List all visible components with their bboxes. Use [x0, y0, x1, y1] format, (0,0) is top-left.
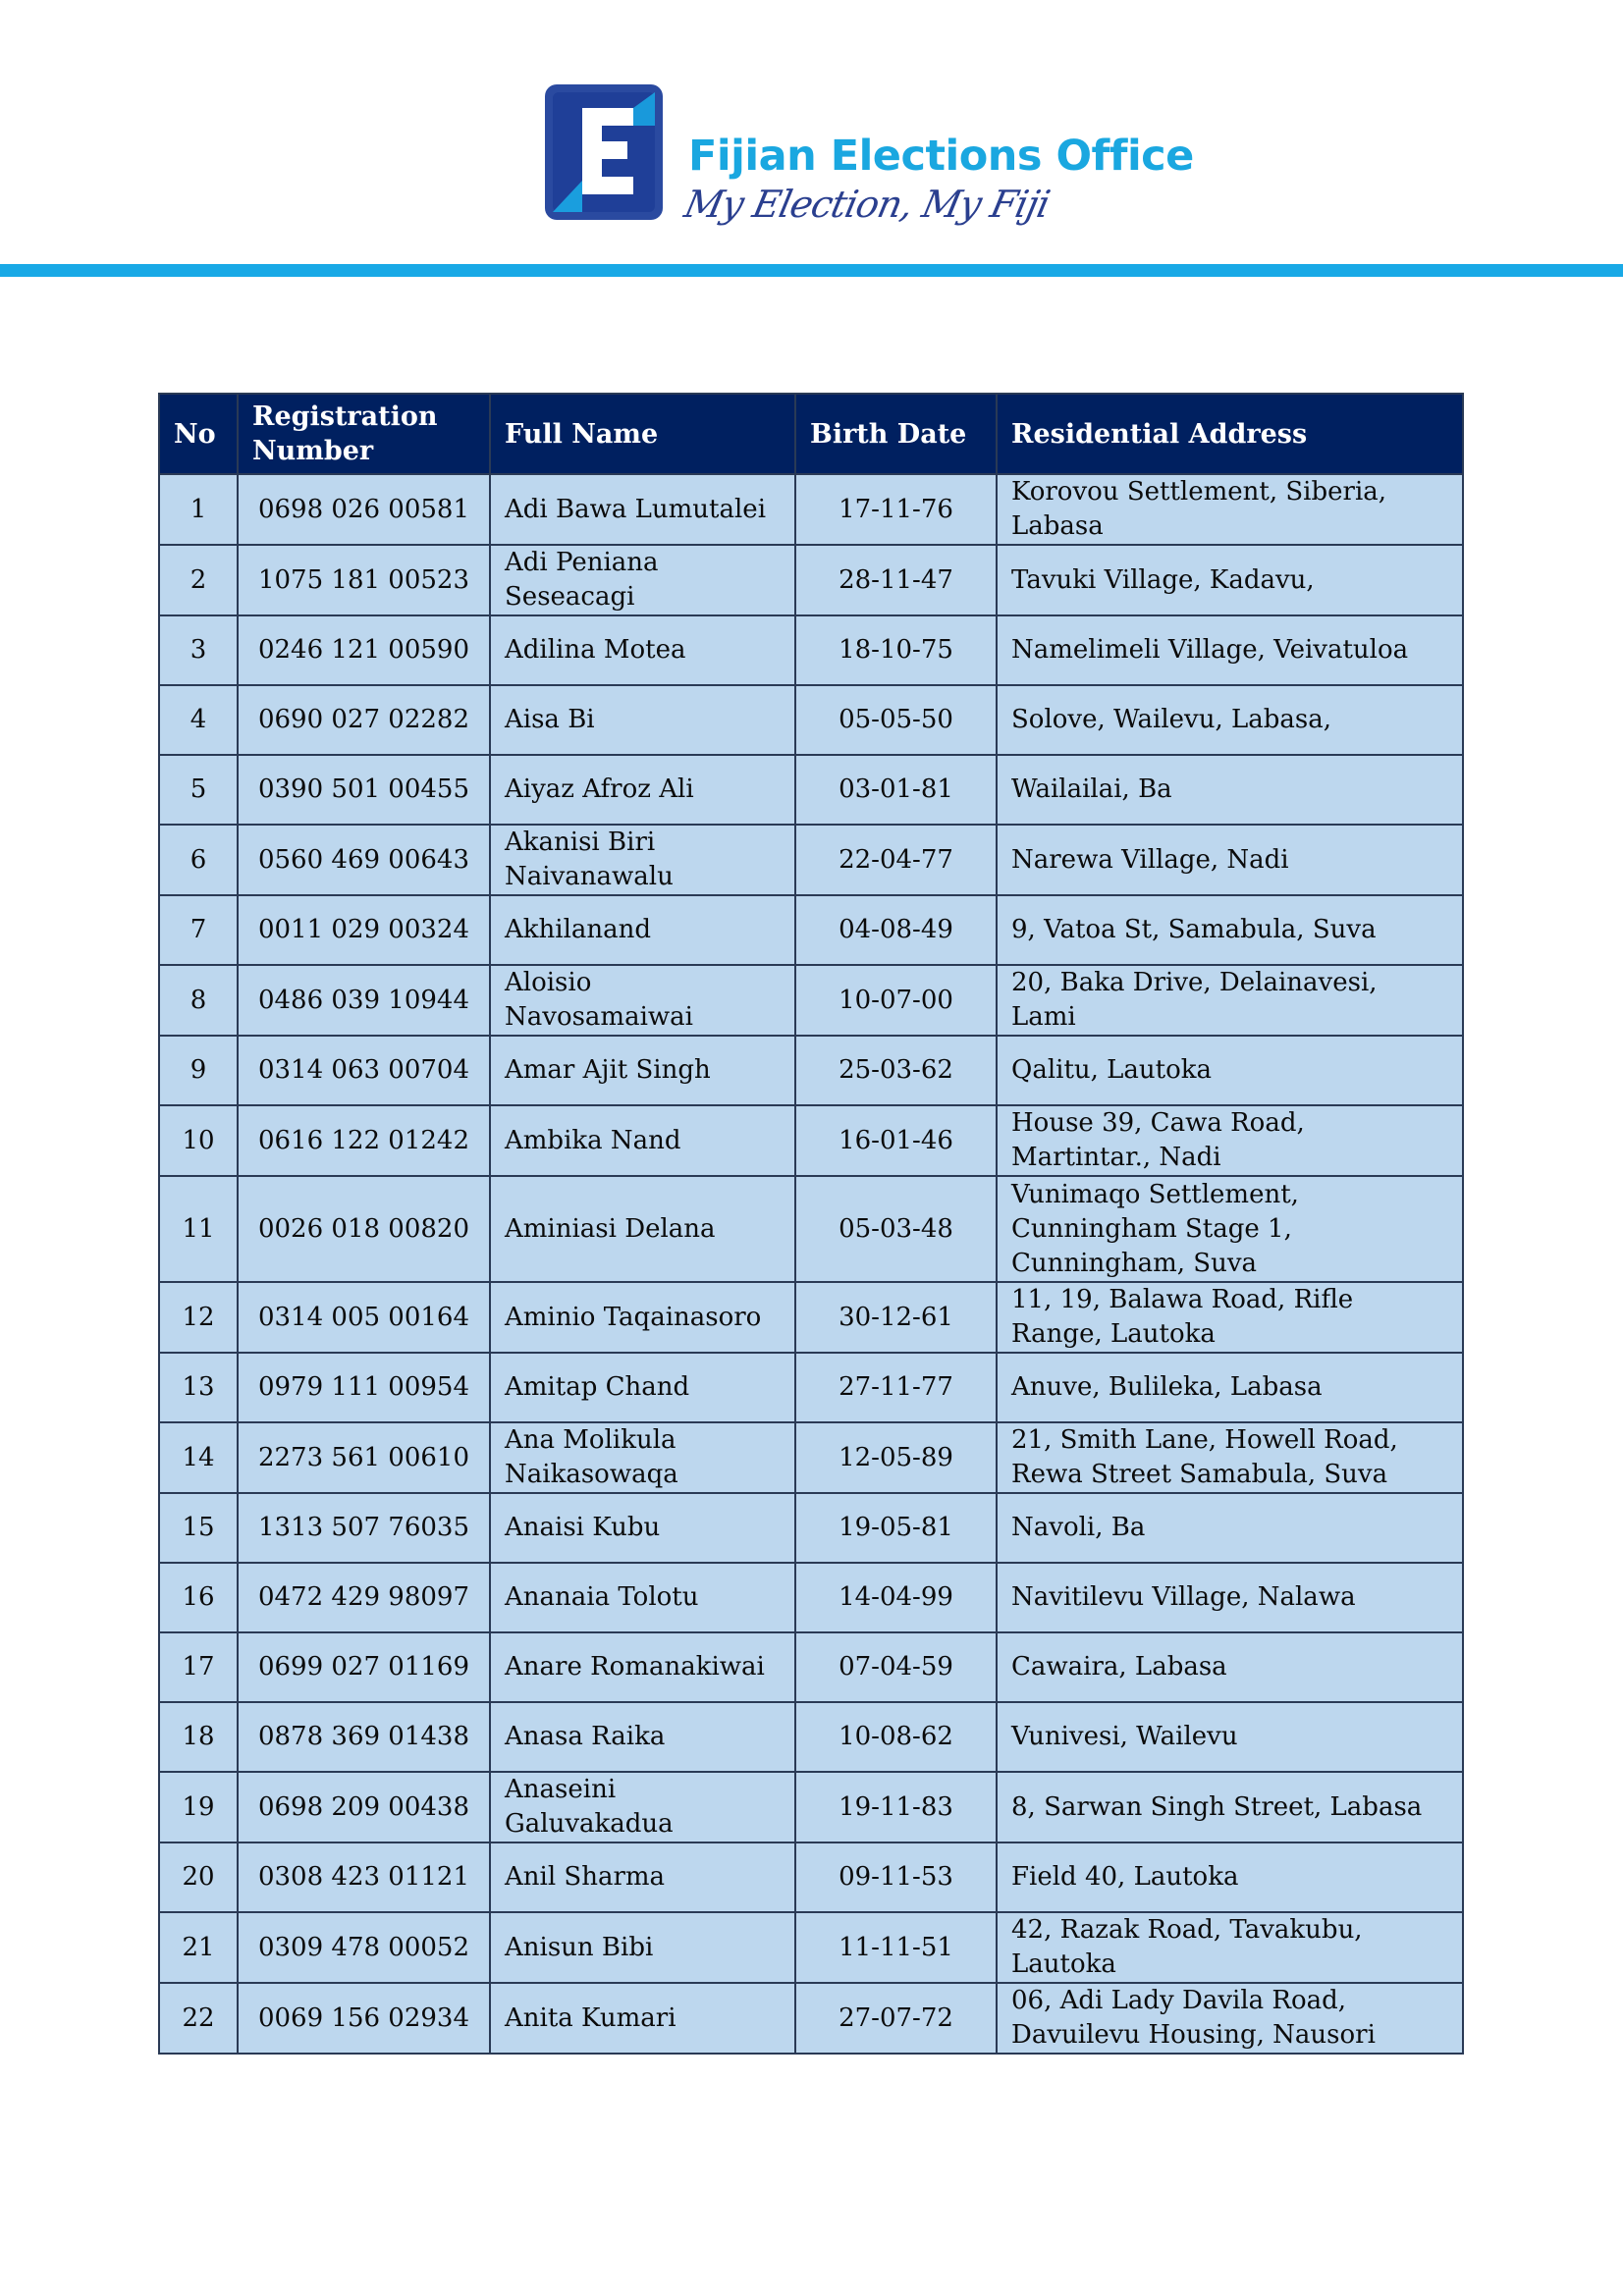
table-row — [159, 1912, 1463, 1983]
fijian-elections-office-logo — [543, 82, 1194, 249]
cell-residential-address: Namelimeli Village, Veivatuloa — [997, 615, 1463, 685]
cell-full-name: Ambika Nand — [490, 1105, 795, 1176]
cell-birth-date: 22-04-77 — [795, 825, 997, 895]
cell-birth-date: 10-08-62 — [795, 1702, 997, 1772]
cell-residential-address: Navoli, Ba — [997, 1493, 1463, 1563]
table-row — [159, 825, 1463, 895]
cell-registration-number: 0472 429 98097 — [238, 1563, 490, 1632]
table-row — [159, 615, 1463, 685]
cell-residential-address: 42, Razak Road, Tavakubu, Lautoka — [997, 1912, 1463, 1983]
cell-birth-date: 11-11-51 — [795, 1912, 997, 1983]
cell-no: 4 — [159, 685, 238, 755]
voter-list-table — [158, 393, 1464, 2055]
cell-residential-address: Field 40, Lautoka — [997, 1842, 1463, 1912]
cell-residential-address: Anuve, Bulileka, Labasa — [997, 1353, 1463, 1422]
cell-no: 7 — [159, 895, 238, 965]
table-row — [159, 1105, 1463, 1176]
cell-birth-date: 17-11-76 — [795, 474, 997, 545]
cell-no: 13 — [159, 1353, 238, 1422]
table-row — [159, 895, 1463, 965]
cell-residential-address: 21, Smith Lane, Howell Road, Rewa Street Samabula, Suva — [997, 1422, 1463, 1493]
cell-full-name: Aisa Bi — [490, 685, 795, 755]
cell-no: 17 — [159, 1632, 238, 1702]
cell-residential-address: Vunivesi, Wailevu — [997, 1702, 1463, 1772]
cell-registration-number: 0314 005 00164 — [238, 1282, 490, 1353]
cell-registration-number: 0309 478 00052 — [238, 1912, 490, 1983]
cell-no: 21 — [159, 1912, 238, 1983]
cell-birth-date: 27-07-72 — [795, 1983, 997, 2054]
cell-no: 10 — [159, 1105, 238, 1176]
cell-full-name: Aiyaz Afroz Ali — [490, 755, 795, 825]
column-header-no: No — [159, 394, 238, 474]
table-row — [159, 1422, 1463, 1493]
cell-no: 15 — [159, 1493, 238, 1563]
cell-no: 19 — [159, 1772, 238, 1842]
cell-residential-address: Qalitu, Lautoka — [997, 1036, 1463, 1105]
cell-full-name: Adi Bawa Lumutalei — [490, 474, 795, 545]
cell-full-name: Amitap Chand — [490, 1353, 795, 1422]
table-row — [159, 1632, 1463, 1702]
cell-residential-address: 9, Vatoa St, Samabula, Suva — [997, 895, 1463, 965]
cell-full-name: Aloisio Navosamaiwai — [490, 965, 795, 1036]
cell-full-name: Anil Sharma — [490, 1842, 795, 1912]
cell-birth-date: 03-01-81 — [795, 755, 997, 825]
cell-no: 2 — [159, 545, 238, 615]
cell-residential-address: Narewa Village, Nadi — [997, 825, 1463, 895]
cell-no: 8 — [159, 965, 238, 1036]
cell-birth-date: 18-10-75 — [795, 615, 997, 685]
cell-no: 12 — [159, 1282, 238, 1353]
cell-registration-number: 0699 027 01169 — [238, 1632, 490, 1702]
cell-birth-date: 05-03-48 — [795, 1176, 997, 1282]
cell-registration-number: 0069 156 02934 — [238, 1983, 490, 2054]
cell-no: 11 — [159, 1176, 238, 1282]
cell-full-name: Ana Molikula Naikasowaqa — [490, 1422, 795, 1493]
cell-registration-number: 0026 018 00820 — [238, 1176, 490, 1282]
cell-no: 18 — [159, 1702, 238, 1772]
cell-registration-number: 0979 111 00954 — [238, 1353, 490, 1422]
cell-full-name: Anisun Bibi — [490, 1912, 795, 1983]
cell-residential-address: 8, Sarwan Singh Street, Labasa — [997, 1772, 1463, 1842]
cell-birth-date: 19-05-81 — [795, 1493, 997, 1563]
table-row — [159, 1983, 1463, 2054]
cell-residential-address: Cawaira, Labasa — [997, 1632, 1463, 1702]
cell-full-name: Akanisi Biri Naivanawalu — [490, 825, 795, 895]
brand-name: Fijian Elections Office — [688, 132, 1194, 181]
column-header-residential-address: Residential Address — [997, 394, 1463, 474]
table-row — [159, 965, 1463, 1036]
cell-registration-number: 0314 063 00704 — [238, 1036, 490, 1105]
cell-full-name: Adilina Motea — [490, 615, 795, 685]
table-row — [159, 1563, 1463, 1632]
cell-no: 22 — [159, 1983, 238, 2054]
cell-residential-address: Korovou Settlement, Siberia, Labasa — [997, 474, 1463, 545]
cell-residential-address: House 39, Cawa Road, Martintar., Nadi — [997, 1105, 1463, 1176]
cell-no: 20 — [159, 1842, 238, 1912]
cell-registration-number: 0698 209 00438 — [238, 1772, 490, 1842]
cell-birth-date: 14-04-99 — [795, 1563, 997, 1632]
cell-birth-date: 09-11-53 — [795, 1842, 997, 1912]
header-divider — [0, 264, 1623, 277]
table-row — [159, 1036, 1463, 1105]
cell-registration-number: 0390 501 00455 — [238, 755, 490, 825]
cell-birth-date: 07-04-59 — [795, 1632, 997, 1702]
cell-full-name: Aminio Taqainasoro — [490, 1282, 795, 1353]
cell-full-name: Aminiasi Delana — [490, 1176, 795, 1282]
table-row — [159, 545, 1463, 615]
cell-no: 6 — [159, 825, 238, 895]
cell-residential-address: 06, Adi Lady Davila Road, Davuilevu Housing, Nausori — [997, 1983, 1463, 2054]
cell-no: 14 — [159, 1422, 238, 1493]
cell-registration-number: 2273 561 00610 — [238, 1422, 490, 1493]
cell-birth-date: 16-01-46 — [795, 1105, 997, 1176]
table-row — [159, 474, 1463, 545]
cell-full-name: Adi Peniana Seseacagi — [490, 545, 795, 615]
cell-no: 9 — [159, 1036, 238, 1105]
table-row — [159, 1493, 1463, 1563]
cell-registration-number: 0308 423 01121 — [238, 1842, 490, 1912]
cell-full-name: Anasa Raika — [490, 1702, 795, 1772]
cell-birth-date: 25-03-62 — [795, 1036, 997, 1105]
cell-no: 3 — [159, 615, 238, 685]
cell-birth-date: 27-11-77 — [795, 1353, 997, 1422]
cell-registration-number: 0486 039 10944 — [238, 965, 490, 1036]
cell-registration-number: 0690 027 02282 — [238, 685, 490, 755]
cell-residential-address: Solove, Wailevu, Labasa, — [997, 685, 1463, 755]
cell-residential-address: Wailailai, Ba — [997, 755, 1463, 825]
cell-birth-date: 04-08-49 — [795, 895, 997, 965]
cell-residential-address: 11, 19, Balawa Road, Rifle Range, Lautoka — [997, 1282, 1463, 1353]
cell-full-name: Anaisi Kubu — [490, 1493, 795, 1563]
feo-logo-icon — [543, 82, 665, 222]
cell-registration-number: 0011 029 00324 — [238, 895, 490, 965]
cell-registration-number: 1075 181 00523 — [238, 545, 490, 615]
cell-full-name: Anita Kumari — [490, 1983, 795, 2054]
cell-birth-date: 19-11-83 — [795, 1772, 997, 1842]
cell-registration-number: 0878 369 01438 — [238, 1702, 490, 1772]
cell-no: 1 — [159, 474, 238, 545]
cell-birth-date: 28-11-47 — [795, 545, 997, 615]
cell-birth-date: 10-07-00 — [795, 965, 997, 1036]
table-row — [159, 1772, 1463, 1842]
table-row — [159, 685, 1463, 755]
table-header-row — [159, 394, 1463, 474]
cell-birth-date: 12-05-89 — [795, 1422, 997, 1493]
cell-registration-number: 0560 469 00643 — [238, 825, 490, 895]
cell-registration-number: 0698 026 00581 — [238, 474, 490, 545]
cell-registration-number: 1313 507 76035 — [238, 1493, 490, 1563]
cell-full-name: Anare Romanakiwai — [490, 1632, 795, 1702]
cell-residential-address: Navitilevu Village, Nalawa — [997, 1563, 1463, 1632]
cell-residential-address: Tavuki Village, Kadavu, — [997, 545, 1463, 615]
table-row — [159, 755, 1463, 825]
column-header-full-name: Full Name — [490, 394, 795, 474]
cell-no: 16 — [159, 1563, 238, 1632]
brand-tagline: My Election, My Fiji — [680, 183, 1054, 226]
cell-full-name: Amar Ajit Singh — [490, 1036, 795, 1105]
column-header-birth-date: Birth Date — [795, 394, 997, 474]
cell-full-name: Ananaia Tolotu — [490, 1563, 795, 1632]
table-row — [159, 1353, 1463, 1422]
cell-residential-address: Vunimaqo Settlement, Cunningham Stage 1, Cunningham, Suva — [997, 1176, 1463, 1282]
table-row — [159, 1282, 1463, 1353]
cell-residential-address: 20, Baka Drive, Delainavesi, Lami — [997, 965, 1463, 1036]
cell-full-name: Akhilanand — [490, 895, 795, 965]
table-row — [159, 1176, 1463, 1282]
cell-registration-number: 0246 121 00590 — [238, 615, 490, 685]
table-row — [159, 1842, 1463, 1912]
cell-birth-date: 30-12-61 — [795, 1282, 997, 1353]
cell-full-name: Anaseini Galuvakadua — [490, 1772, 795, 1842]
column-header-registration-number: Registration Number — [238, 394, 490, 474]
cell-birth-date: 05-05-50 — [795, 685, 997, 755]
table-row — [159, 1702, 1463, 1772]
cell-no: 5 — [159, 755, 238, 825]
table-body — [159, 474, 1463, 2054]
cell-registration-number: 0616 122 01242 — [238, 1105, 490, 1176]
